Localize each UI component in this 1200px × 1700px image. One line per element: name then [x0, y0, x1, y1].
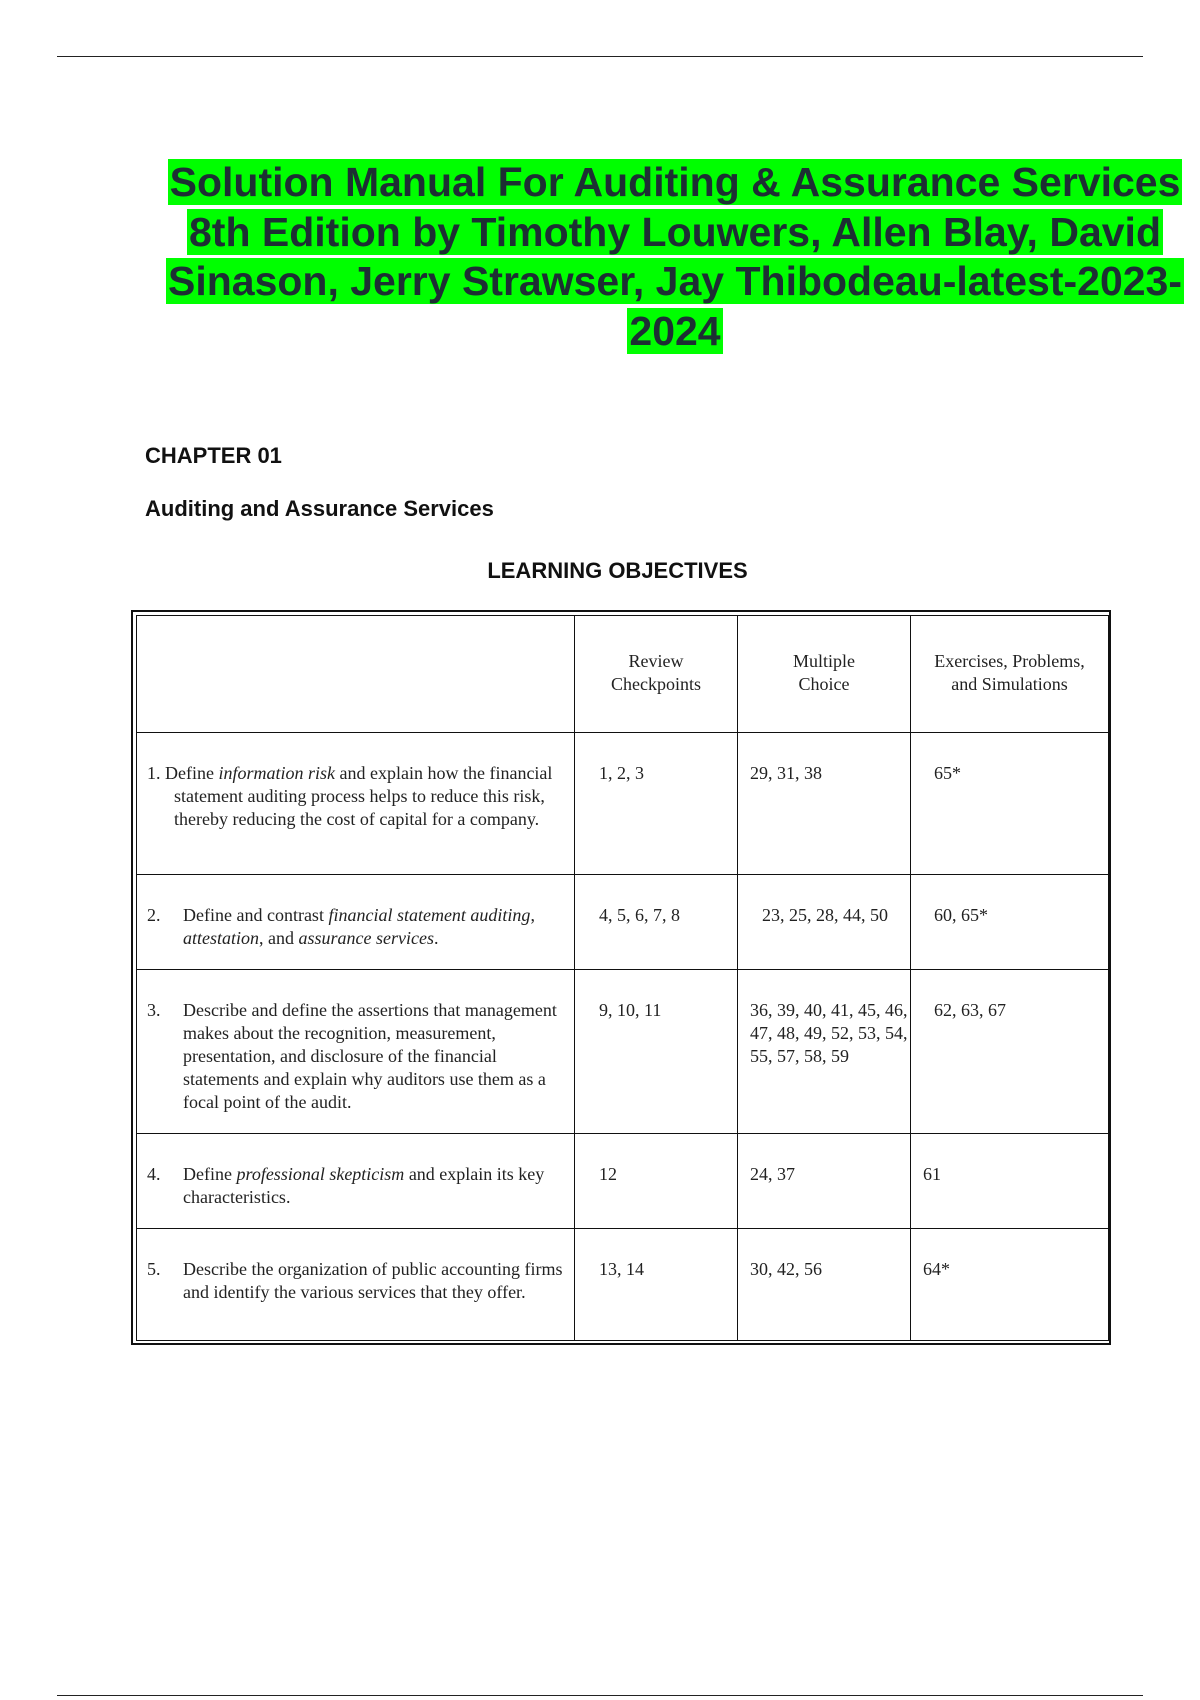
bottom-rule [57, 1695, 1143, 1696]
objective-cell [137, 875, 575, 970]
title-line-2: 8th Edition by Timothy Louwers, Allen Blay, David [189, 208, 1161, 255]
chapter-subtitle: Auditing and Assurance Services [145, 496, 494, 521]
document-title [150, 158, 1200, 356]
title-line-4: 2024 [629, 307, 721, 354]
multiple-choice-cell: 29, 31, 38 [738, 733, 911, 875]
table-row [137, 733, 1109, 875]
objective-text: Describe the organization of public accounting firms and identify the various services that they offer. [183, 1259, 563, 1302]
review-checkpoints-cell: 13, 14 [575, 1229, 738, 1341]
table-header-row [137, 616, 1109, 733]
objectives-grid [136, 615, 1109, 1341]
header-review-checkpoints: Review Checkpoints [575, 616, 738, 733]
exercises-cell: 62, 63, 67 [911, 970, 1109, 1134]
review-checkpoints-cell: 1, 2, 3 [575, 733, 738, 875]
objective-text: Define professional skepticism and explain its key characteristics. [183, 1164, 545, 1207]
table-row [137, 1229, 1109, 1341]
review-checkpoints-cell: 4, 5, 6, 7, 8 [575, 875, 738, 970]
title-line-1: Solution Manual For Auditing & Assurance Services [169, 159, 1181, 205]
multiple-choice-cell: 23, 25, 28, 44, 50 [738, 875, 911, 970]
header-multiple-choice: Multiple Choice [738, 616, 911, 733]
objective-number: 4. [147, 1164, 161, 1184]
review-checkpoints-cell: 12 [575, 1134, 738, 1229]
table-row [137, 875, 1109, 970]
header-exercises: Exercises, Problems, and Simulations [911, 616, 1109, 733]
objective-cell [137, 733, 575, 875]
table-row [137, 1134, 1109, 1229]
review-checkpoints-cell: 9, 10, 11 [575, 970, 738, 1134]
objective-text: Describe and define the assertions that management makes about the recognition, measurement, presentation, and disclosure of the financial statements and explain why auditors use them as a focal point of the audit. [183, 1000, 557, 1112]
learning-objectives-heading: LEARNING OBJECTIVES [487, 558, 748, 583]
multiple-choice-cell: 24, 37 [738, 1134, 911, 1229]
objective-number: 3. [147, 1000, 161, 1020]
exercises-cell: 64* [911, 1229, 1109, 1341]
header-objective [137, 616, 575, 733]
objective-number: 5. [147, 1259, 161, 1279]
table-row [137, 970, 1109, 1134]
objective-text: Define and contrast financial statement auditing, attestation, and assurance services. [183, 905, 535, 948]
objective-cell [137, 1134, 575, 1229]
multiple-choice-cell: 36, 39, 40, 41, 45, 46, 47, 48, 49, 52, 53, 54, 55, 57, 58, 59 [738, 970, 911, 1134]
objective-number: 1. [147, 763, 161, 783]
objective-cell [137, 1229, 575, 1341]
top-rule [57, 56, 1143, 57]
exercises-cell: 61 [911, 1134, 1109, 1229]
learning-objectives-table [131, 610, 1111, 1345]
title-line-3: Sinason, Jerry Strawser, Jay Thibodeau-latest-2023- [167, 258, 1183, 304]
objective-cell [137, 970, 575, 1134]
objective-text: Define information risk and explain how the financial statement auditing process helps to reduce this risk, thereby reducing the cost of capital for a company. [165, 763, 553, 829]
objective-number: 2. [147, 905, 161, 925]
chapter-label: CHAPTER 01 [145, 443, 282, 468]
multiple-choice-cell: 30, 42, 56 [738, 1229, 911, 1341]
exercises-cell: 65* [911, 733, 1109, 875]
exercises-cell: 60, 65* [911, 875, 1109, 970]
